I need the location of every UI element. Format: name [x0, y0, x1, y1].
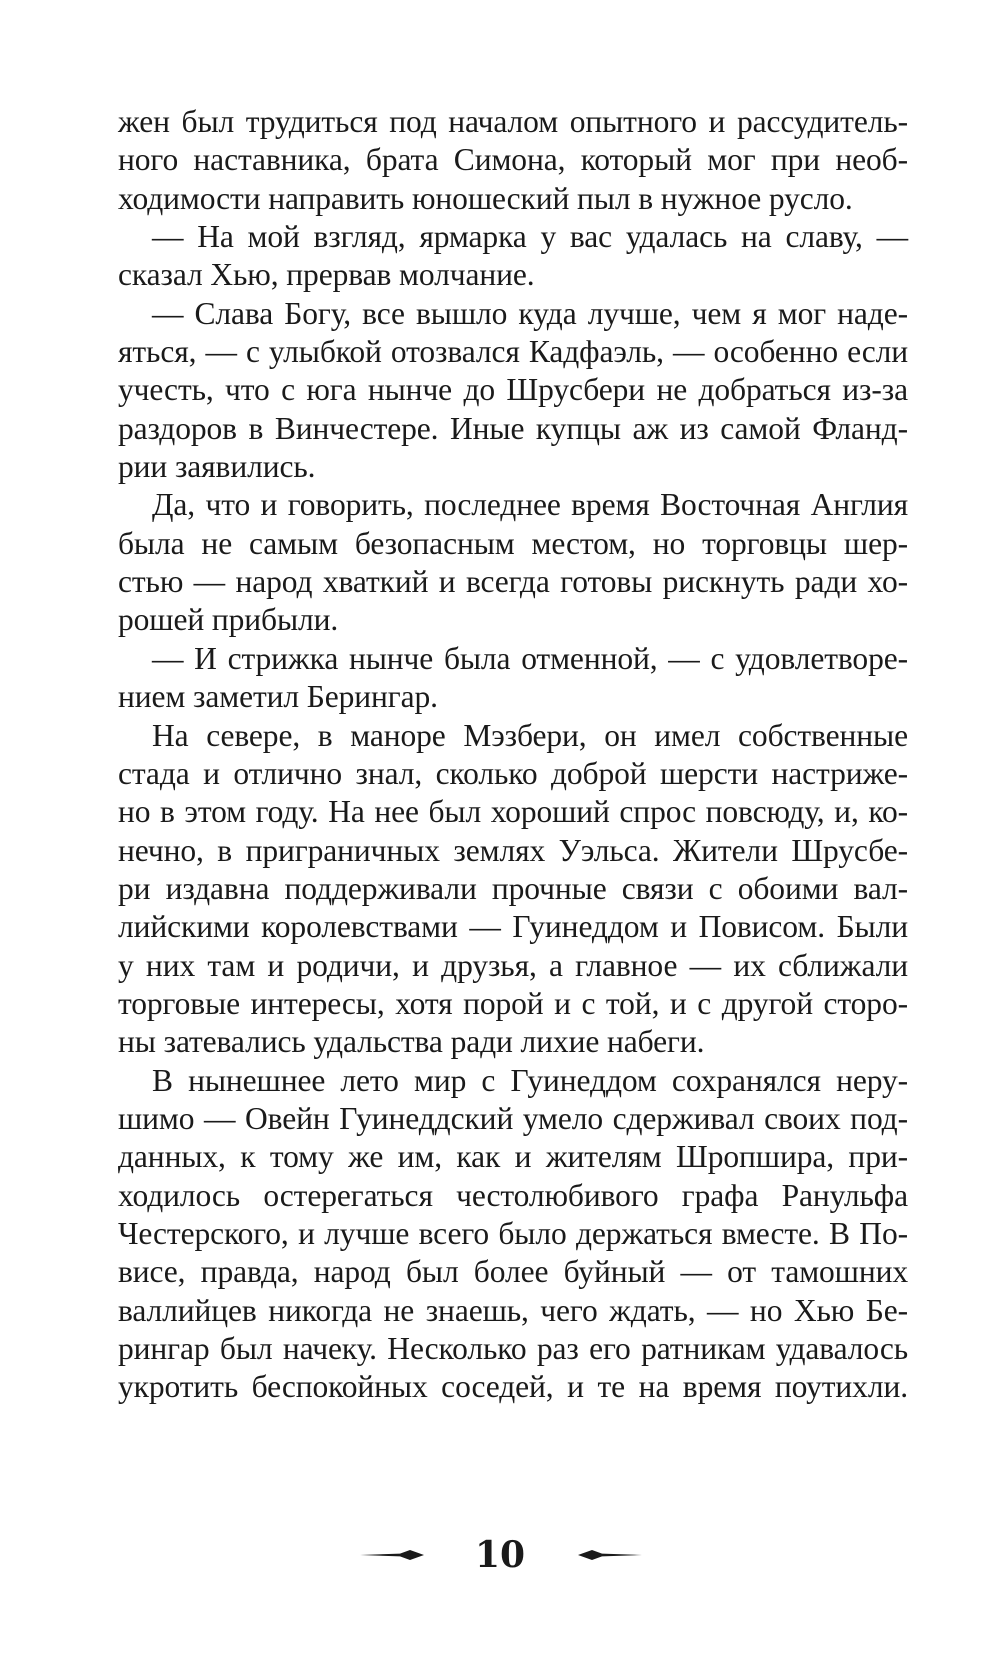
text-line: укротить беспокойных соседей, и те на время поутихли.	[118, 1369, 908, 1405]
text-line: стада и отлично знал, сколько доброй шерсти настриже-	[118, 755, 908, 791]
text-line: Честерского, и лучше всего было держаться вместе. В По-	[118, 1215, 908, 1251]
text-line: учесть, что с юга нынче до Шрусбери не добраться из-за	[118, 372, 908, 408]
body-text	[118, 103, 908, 1407]
text-line: ходилось остерегаться честолюбивого графа Ранульфа	[118, 1177, 908, 1213]
text-line: — И стрижка нынче была отменной, — с удовлетворе-	[152, 640, 908, 676]
text-line: стью — народ хваткий и всегда готовы рискнуть ради хо-	[118, 564, 908, 600]
text-line: была не самым безопасным местом, но торговцы шер-	[118, 525, 908, 561]
right-flourish-icon	[578, 1549, 642, 1561]
text-line: ри издавна поддерживали прочные связи с обоими вал-	[118, 870, 908, 906]
text-line: ны затевались удальства ради лихие набеги.	[118, 1024, 705, 1060]
text-line: В нынешнее лето мир с Гуинеддом сохранялся нeру-	[152, 1062, 908, 1098]
text-line: шимо — Овейн Гуинеддский умело сдерживал своих под-	[118, 1100, 908, 1136]
text-line: Да, что и говорить, последнее время Восточная Англия	[152, 487, 908, 523]
text-line: нечно, в приграничных землях Уэльса. Жители Шрусбе-	[118, 832, 908, 868]
text-line: рошей прибыли.	[118, 602, 339, 638]
page-number: 10	[474, 1534, 526, 1576]
text-line: валлийцев никогда не знаешь, чего ждать, — но Хью Бе-	[118, 1292, 908, 1328]
text-line: торговые интересы, хотя порой и с той, и с другой сторо-	[118, 985, 908, 1021]
text-line: ходимости направить юношеский пыл в нужное русло.	[118, 180, 853, 216]
text-line: — Слава Богу, все вышло куда лучше, чем я мог наде-	[152, 295, 908, 331]
text-line: висе, правда, народ был более буйный — от тамошних	[118, 1254, 908, 1290]
text-line: сказал Хью, прервав молчание.	[118, 257, 535, 293]
text-line: На севере, в маноре Мэзбери, он имел собственные	[152, 717, 908, 753]
text-line: ного наставника, брата Симона, который мог при необ-	[118, 142, 908, 178]
page-footer	[0, 1530, 1000, 1580]
text-line: яться, — с улыбкой отозвался Кадфаэль, — особенно если	[118, 334, 908, 370]
text-line: — На мой взгляд, ярмарка у вас удалась на славу, —	[152, 219, 908, 255]
text-line: у них там и родичи, и друзья, а главное — их сближали	[118, 947, 908, 983]
text-line: лийскими королевствами — Гуинеддом и Повисом. Были	[118, 909, 908, 945]
text-line: нием заметил Берингар.	[118, 679, 438, 715]
text-line: данных, к тому же им, как и жителям Шропшира, при-	[118, 1139, 908, 1175]
text-line: рии заявились.	[118, 449, 316, 485]
text-line: жен был трудиться под началом опытного и рассудитель-	[118, 104, 908, 139]
text-line: рингар был начеку. Несколько раз его ратникам удавалось	[118, 1331, 908, 1366]
text-line: раздоров в Винчестере. Иные купцы аж из самой Фланд-	[118, 410, 908, 446]
text-line: но в этом году. На нее был хороший спрос повсюду, и, ко-	[118, 794, 908, 830]
